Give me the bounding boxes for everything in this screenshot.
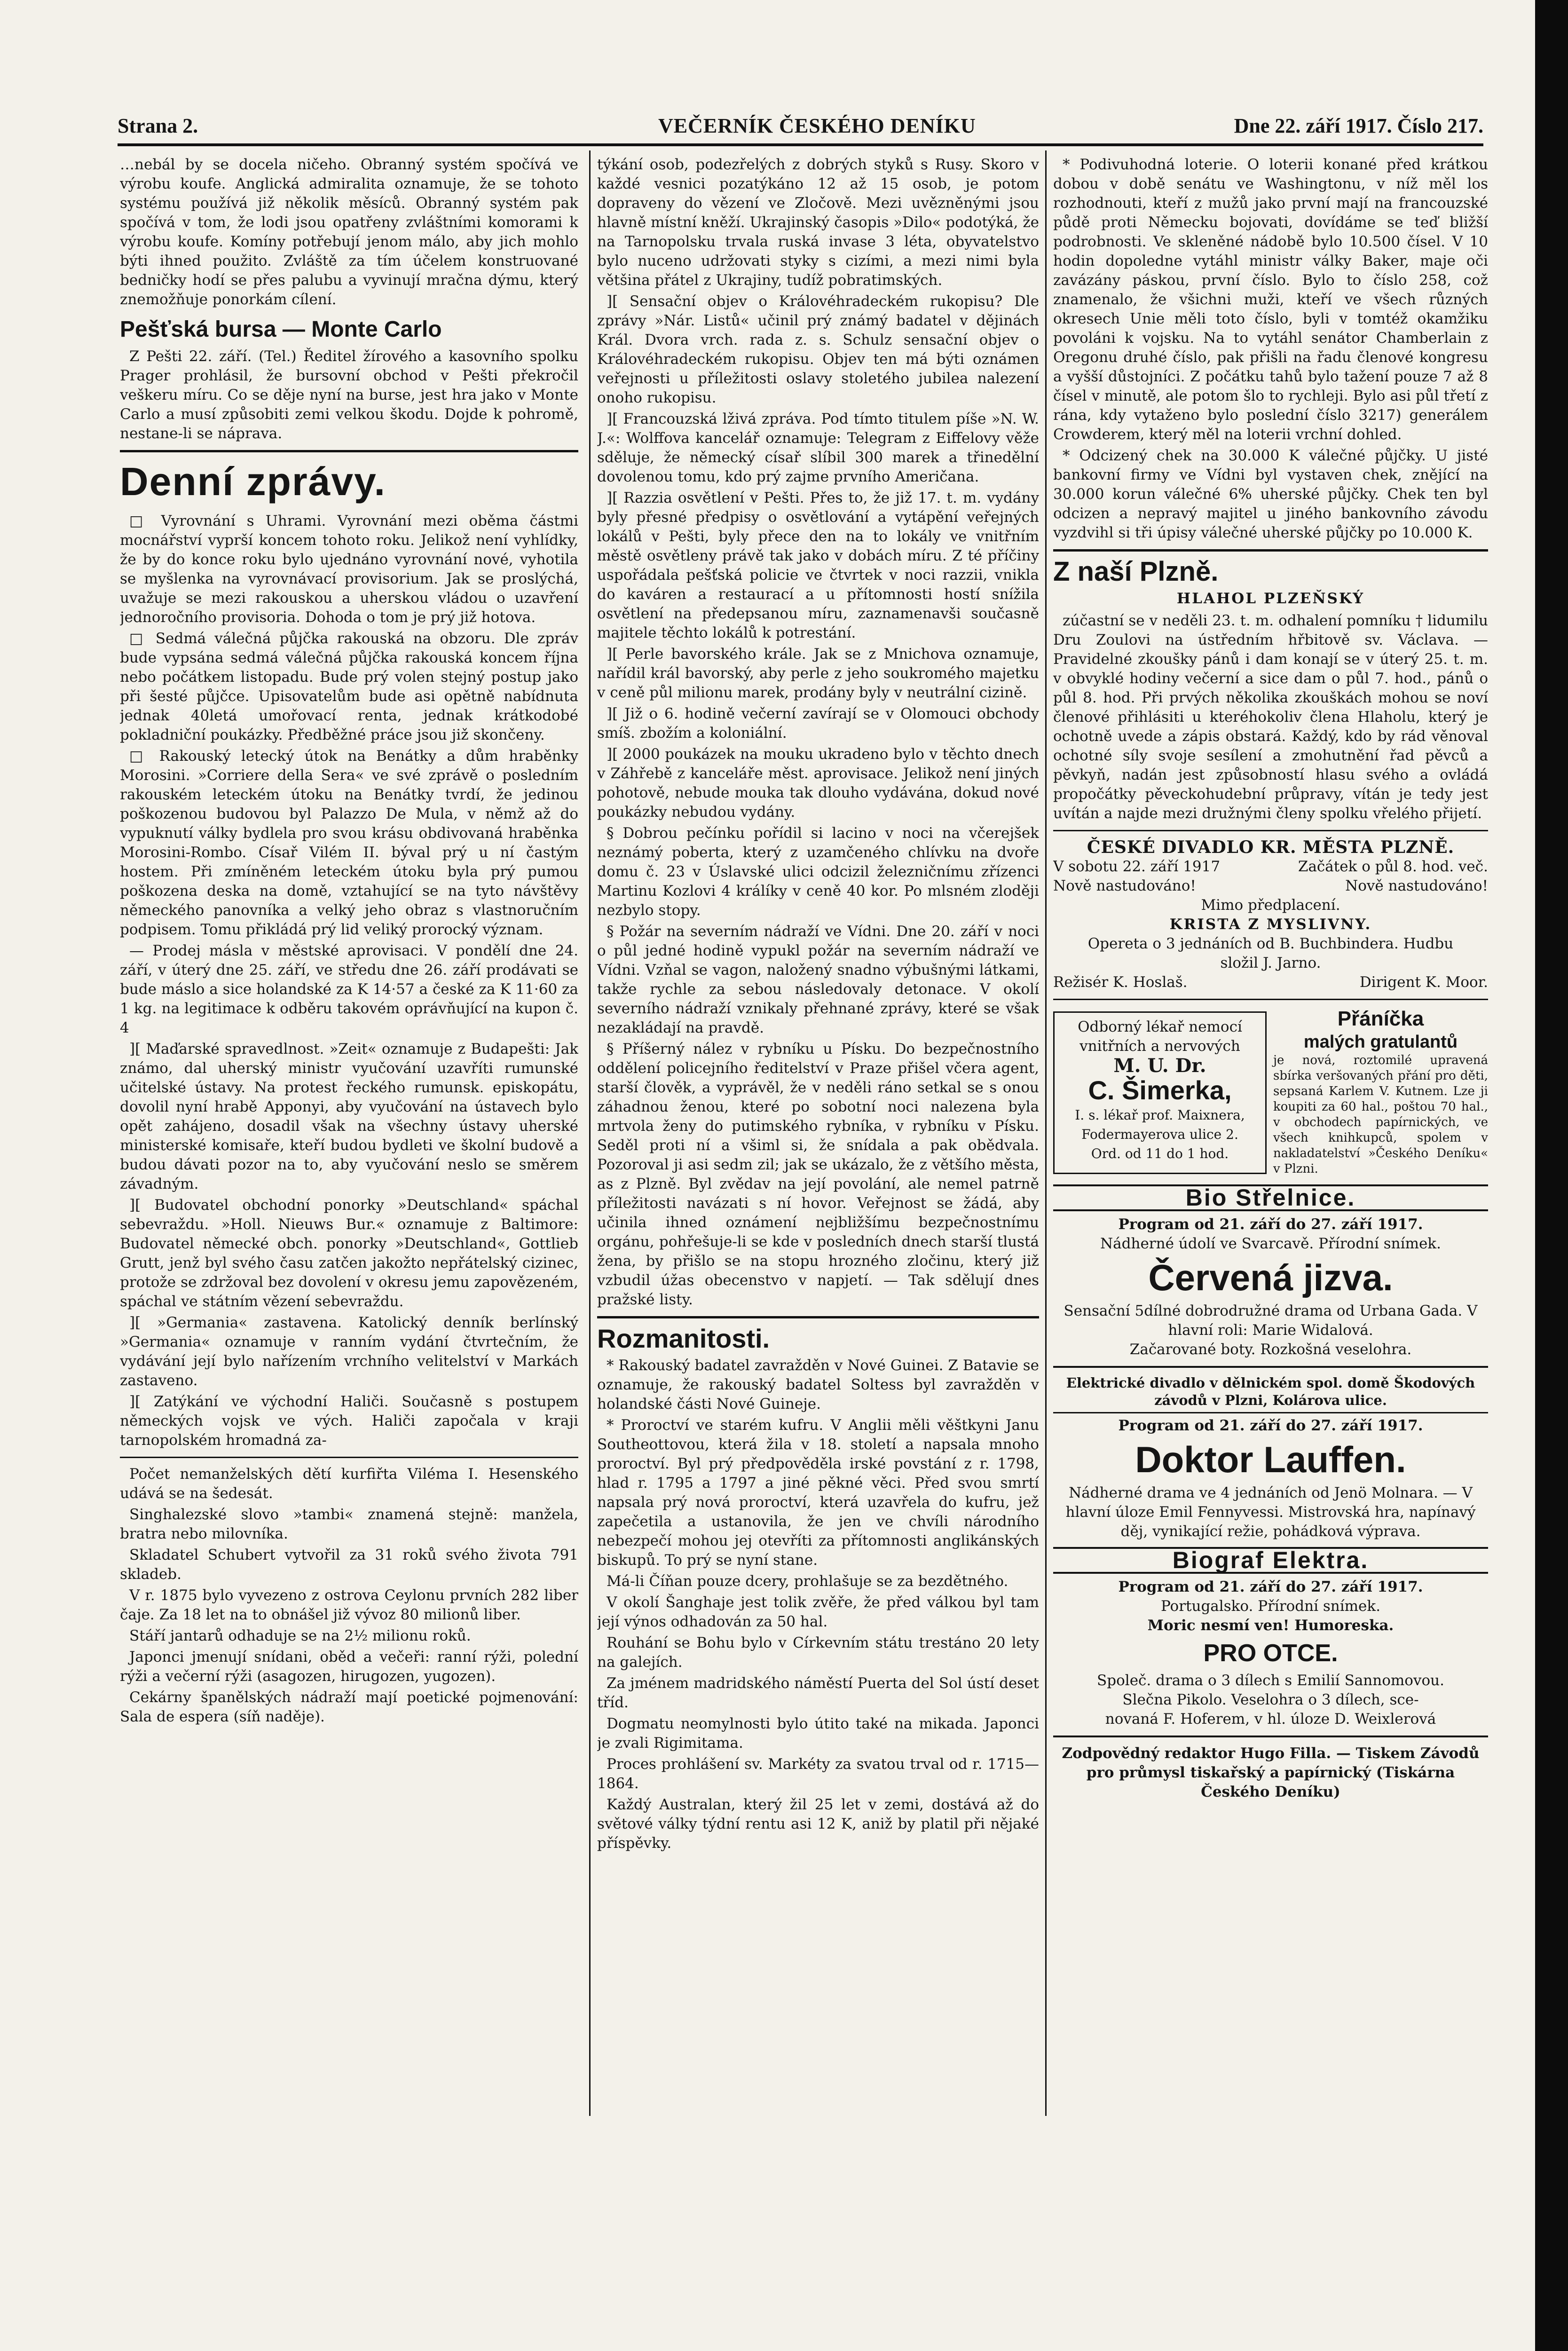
misc-item: Každý Australan, který žil 25 let v zemi, dostává až do světové války týdní rentu asi 12 K, aniž by platil při nějaké příspěvky. xyxy=(597,1796,1039,1852)
theater-credits-row xyxy=(1053,973,1488,992)
news-item: □ Rakouský letecký útok na Benátky a dům hraběnky Morosini. »Corriere della Sera« ve své zprávě o posledním rakouském leteckém útoku na Benátky tvrdí, že jedinou poškozenou budovou byl Palazzo De Mula, v němž až do vypuknutí války bydlela pro svou krásu obdivovaná hraběnka Morosini-Rombo. Císař Vilém II. býval prý u ní častým hostem. Při zmíněném leteckém útoku byla prý pumou poškozena deska na domě, vztahující se na tyto návštěvy německého panovníka a velký jeho obraz s vlastnoručním podpisem. Tomu přikládá prý lid veliký prorocký význam. xyxy=(120,748,578,938)
short-note: V r. 1875 bylo vyvezeno z ostrova Ceylonu prvních 282 liber čaje. Za 18 let na to obnášel již vývoz 80 milionů liber. xyxy=(120,1587,578,1623)
pranicka-ad xyxy=(1273,1007,1488,1179)
theater-new-row xyxy=(1053,876,1488,896)
cinema-heading-elektricke-divadlo: Elektrické divadlo v dělnickém spol. domě Škodových závodů v Plzni, Kolárova ulice. xyxy=(1066,1375,1475,1408)
article-continuation: …nebál by se docela ničeho. Obranný systém spočívá ve výrobu koufe. Anglická admiralita oznamuje, že se tohoto systému používá již několik měsíců. Obranný systém pak spočívá v tom, že lodi jsou opatřeny zvláštními komorami k výrobu koufe. Komíny potřebují jenom málo, aby jich mohlo býti ihned použito. Zvláště za tím účelem konstruované bedničky hodí se přes palubu a vyvinují mračna dýmu, který znemožňuje ponorkám cílení. xyxy=(120,156,578,308)
news-item: □ Vyrovnání s Uhrami. Vyrovnání mezi oběma částmi mocnářství vyprší koncem tohoto roku. Jelikož není vyhlídky, že by do konce roku bylo ujednáno vyrovnání nové, vyhotila se myšlenka na vyrovnávací provisorium. Jak se proslýchá, uvažuje se mezi rakouskou a uherskou vládou o uzavření jednoročního provisoria. Dohoda o tom je prý již hotova. xyxy=(120,513,578,626)
news-item: — Prodej másla v městské aprovisaci. V pondělí dne 24. září, v úterý dne 25. září, ve středu dne 26. září prodávati se bude máslo a sice holandské za K 14·57 a české za K 11·60 za 1 kg. na legitimace k odběru takovém oprávňující na kupon č. 4 xyxy=(120,942,578,1036)
cinema-film-title: Červená jizva. xyxy=(1148,1257,1393,1298)
cinema-film-desc: Nádherné drama ve 4 jednáních od Jenö Molnara. — V hlavní úloze Emil Fennyvessi. Mistrovská hra, napínavý děj, vynikající režie, pohádková výprava. xyxy=(1065,1484,1476,1540)
theater-new: Nově nastudováno! xyxy=(1053,877,1196,894)
divider xyxy=(597,1316,1039,1318)
news-item: ][ Zatýkání ve východní Haliči. Současně s postupem německých vojsk ve vých. Haliči započala v kraji tarnopolském hromadná za- xyxy=(120,1393,578,1449)
theater-conductor: Dirigent K. Moor. xyxy=(1359,974,1488,991)
pranicka-text: je nová, roztomilé upravená sbírka veršovaných přání pro děti, sepsaná Karlem V. Kutnem. Lze ji koupiti za 60 hal., poštou 70 hal., v obchodech papírnických, ve všech knihkupců, spolem v nakladatelství »Českého Deníku« v Plzni. xyxy=(1273,1053,1488,1176)
misc-item: * Rakouský badatel zavražděn v Nové Guinei. Z Batavie se oznamuje, že rakouský badatel Soltess byl zavražděn v holandské části Nové Guineje. xyxy=(597,1357,1039,1412)
divider xyxy=(120,450,578,452)
theater-date-row xyxy=(1053,857,1488,876)
section-heading-denni-zpravy: Denní zprávy. xyxy=(120,459,386,504)
misc-item: V okolí Šanghaje jest tolik zvěře, že před válkou byl tam její výnos odhadován za 50 hal. xyxy=(597,1594,1039,1630)
short-note: Cekárny španělských nádraží mají poetické pojmenování: Sala de espera (síň naděje). xyxy=(120,1689,578,1725)
theater-date: V sobotu 22. září 1917 xyxy=(1053,858,1221,875)
misc-item: Rouhání se Bohu bylo v Církevním státu trestáno 20 lety na galejích. xyxy=(597,1634,1039,1671)
cinema-film-title: Doktor Lauffen. xyxy=(1135,1439,1406,1480)
news-item: ][ Perle bavorského krále. Jak se z Mnichova oznamuje, nařídil král bavorský, aby perle z jeho soukromého majetku v ceně půl milionu marek, prodány byly v neutrální cizině. xyxy=(597,646,1039,701)
news-item: ][ Maďarské spravedlnost. »Zeit« oznamuje z Budapešti: Jak známo, dal uherský ministr vyučování uzavříti rumunské učitelské ústavy. Na protest řeckého rumunsk. episkopátu, dovolil nyní hrabě Apponyi, aby vyučování na ústavech bylo opět zahájeno, dosadil však na všechny ústavy uherské ministerské komisaře, kteří budou bydleti ve školní budově a budou dávati pozor na to, aby vyučování neslo se směrem závadným. xyxy=(120,1041,578,1192)
news-item: □ Sedmá válečná půjčka rakouská na obzoru. Dle zpráv bude vypsána sedmá válečná půjčka rakouská koncem října nebo počátkem listopadu. Bude prý volen stejný postup jako při šesté půjčce. Upisovatelům bude asi opětně nabídnuta jednak 40letá umořovací renta, jednak krátkodobé pokladniční poukázky. Předběžné práce jsou již skončeny. xyxy=(120,630,578,743)
misc-item: Za jménem madridského náměstí Puerta del Sol ústí deset tříd. xyxy=(597,1675,1039,1711)
theater-heading: ČESKÉ DIVADLO KR. MĚSTA PLZNĚ. xyxy=(1087,837,1455,857)
cinema-program: Program od 21. září do 27. září 1917. xyxy=(1118,1216,1423,1233)
doctor-line: Odborný lékař nemocí xyxy=(1078,1018,1242,1035)
theater-director: Režisér K. Hoslaš. xyxy=(1053,974,1188,991)
issue-date: Dne 22. září 1917. xyxy=(1234,114,1392,137)
news-item: ][ Již o 6. hodině večerní zavírají se v Olomouci obchody smíš. zbožím a koloniální. xyxy=(597,705,1039,742)
news-item: § Požár na severním nádraží ve Vídni. Dne 20. září v noci o půl jedné hodině vypukl požár na severním nádraží ve Vídni. Vzňal se vagon, naložený snadno výbušnými látkami, takže rychle za sebou následovaly detonace. V okolí severního nádraží vznikaly přehnané zprávy, které se však nezakládají na pravdě. xyxy=(597,923,1039,1036)
short-note: Japonci jmenují snídani, oběd a večeři: ranní rýži, polední rýži a večerní rýži (asagozen, hirugozen, yugozen). xyxy=(120,1649,578,1685)
article-continuation: týkání osob, podezřelých z dobrých styků s Rusy. Skoro v každé vesnici pozatýkáno 12 až 15 osob, je potom dopraveny do vězení ve Zločově. Mezi uvězněnými jsou hlavně místní kněží. Ukrajinský časopis »Dilo« podotýká, že na Tarnopolsku trvala ruská invase 3 léta, obyvatelstvo bylo nuceno udržovati styky s cizími, a mezi nimi byla většina přátel z Ukrajiny, tudíž pobratimských. xyxy=(597,156,1039,289)
page-header xyxy=(118,114,1483,142)
cinema-film-title: PRO OTCE. xyxy=(1203,1640,1338,1667)
page-number: Strana 2. xyxy=(118,114,198,137)
cinema-short: Nádherné údolí ve Svarcavě. Přírodní snímek. xyxy=(1100,1235,1441,1252)
doctor-title: M. U. Dr. xyxy=(1113,1055,1206,1077)
ads-row xyxy=(1053,1007,1488,1179)
news-item: ][ Razzia osvětlení v Pešti. Přes to, že již 17. t. m. vydány byly přesné předpisy o osvětlování a vytápění veřejných lokálů v Pešti, byly přece den na to lokály ve vnitřním městě osvětleny právě tak jako v dobách míru. Z té příčiny uspořádala pešťská policie ve čtvrtek v noci razzii, vnikla do kaváren a restaurací a u přítomnosti hostí snížila osvětlení na předepsanou míru, zaznamenavši současně majitele těchto lokálů k potrestání. xyxy=(597,489,1039,641)
column-3 xyxy=(1053,155,1488,2154)
cinema-film-desc: Slečna Pikolo. Veselohra o 3 dílech, sce- xyxy=(1122,1691,1419,1708)
cinema-short: Moric nesmí ven! Humoreska. xyxy=(1147,1617,1394,1634)
article-pest-bursa: Z Pešti 22. září. (Tel.) Ředitel žírového a kasovního spolku Prager prohlásil, že bursovní obchod v Pešti překročil veškeru míru. Co se děje nyní na burse, jest hra jako v Monte Carlo a musí způsobiti zemi velkou škodu. Dojde k pohromě, nestane-li se náprava. xyxy=(120,348,578,442)
divider xyxy=(1053,830,1488,831)
doctor-line: Fodermayerova ulice 2. xyxy=(1081,1127,1238,1142)
cinema-program: Program od 21. září do 27. září 1917. xyxy=(1118,1578,1423,1595)
theater-composer: složil J. Jarno. xyxy=(1220,955,1321,971)
misc-item: * Proroctví ve starém kufru. V Anglii měli věštkyni Janu Southeottovou, která žila v 18. století a napsala mnoho proroctví. Byl prý předpověděla irské povstání z r. 1798, hlad r. 1795 a 1797 a jiné pěkné věci. Před svou smrtí napsala prý nová proroctví, která uzavřela do kufru, jež zapečetila a ustanovila, že jen ve chvíli národního nebezpečí mohou jej otevříti za přítomnosti anglikánských biskupů. To prý se nyní stane. xyxy=(597,1417,1039,1569)
short-note: Stáří jantarů odhaduje se na 2½ milionu roků. xyxy=(129,1627,471,1644)
divider xyxy=(1053,1412,1488,1413)
section-heading-plzen: Z naší Plzně. xyxy=(1053,556,1219,587)
theater-subscription: Mimo předplacení. xyxy=(1201,897,1340,914)
misc-item: Proces prohlášení sv. Markéty za svatou trval od r. 1715—1864. xyxy=(597,1756,1039,1792)
divider xyxy=(1053,1736,1488,1737)
news-item: ][ Budovatel obchodní ponorky »Deutschland« spáchal sebevraždu. »Holl. Nieuws Bur.« oznamuje z Baltimore: Budovatel německé obch. ponorky »Deutschland«, Gottlieb Grutt, jenž byl svého času zatčen jakožto nepřátelský cizinec, protože se zdržoval bez dovolení v okresu jemu zapovězeném, spáchal ve státním vězení sebevraždu. xyxy=(120,1197,578,1310)
cinema-short: Portugalsko. Přírodní snímek. xyxy=(1160,1598,1381,1615)
doctor-line: vnitřních a nervových xyxy=(1079,1038,1240,1055)
cinema-film-desc: Sensační 5dílné dobrodružné drama od Urbana Gada. V hlavní roli: Marie Widalová. xyxy=(1064,1302,1478,1339)
doctor-ad xyxy=(1053,1011,1267,1174)
pranicka-title: Přáníčka xyxy=(1337,1007,1424,1030)
cinema-short: Začarované boty. Rozkošná veselohra. xyxy=(1129,1341,1412,1358)
masthead-title: VEČERNÍK ČESKÉHO DENÍKU xyxy=(658,114,976,137)
cinema-heading-bio-strelnice: Bio Střelnice. xyxy=(1053,1184,1488,1211)
misc-item: Má-li Číňan pouze dcery, prohlašuje se za bezdětného. xyxy=(607,1573,1009,1590)
doctor-line: I. s. lékař prof. Maixnera, xyxy=(1075,1107,1245,1123)
short-note: Skladatel Schubert vytvořil za 31 roků svého života 791 skladeb. xyxy=(120,1546,578,1583)
misc-item: Dogmatu neomylnosti bylo útito také na mikada. Japonci je zvali Rigimitama. xyxy=(597,1715,1039,1751)
theater-description: Opereta o 3 jednáních od B. Buchbindera. Hudbu xyxy=(1087,935,1454,952)
news-item: ][ »Germania« zastavena. Katolický denník berlínský »Germania« oznamuje v ranním vydání čtvrtečním, že vydávání její bylo nařízením vrchního velitelství v Markách zastaveno. xyxy=(120,1314,578,1389)
column-2 xyxy=(597,155,1039,2121)
news-item-loterie: * Podivuhodná loterie. O loterii konané před krátkou dobou v době senátu ve Washingtonu, v níž měl los rozhodnouti, kteří z mužů jako první mají na francouzské půdě proti Německu bojovati, dovídáme se teď bližší podrobnosti. Ve skleněné nádobě bylo 10.500 čísel. V 10 hodin dopoledne vytáhl ministr války Baker, maje oči zavázány páskou, první číslo. Bylo to číslo 258, což znamenalo, že všichni muži, kteří ve všech různých okresech Unie měli toto číslo, byli v tomtéž okamžiku povoláni k vojsku. Na to vytáhl senátor Chamberlain z Oregonu druhé číslo, pak přišli na řadu členové kongresu a vyšší důstojníci. Z počátku tahů bylo tažení pouze 7 až 8 čísel v minutě, ale potom šlo to rychleji. Bylo asi půl třetí z rána, kdy vytaženo bylo poslední číslo 3217) generálem Crowderem, který měl na loterii vrchní dohled. xyxy=(1053,156,1488,443)
divider xyxy=(1053,999,1488,1000)
cinema-heading-elektra: Biograf Elektra. xyxy=(1053,1547,1488,1574)
divider xyxy=(120,1457,578,1458)
short-note: Singhalezské slovo »tambi« znamená stejně: manžela, bratra nebo milovníka. xyxy=(120,1506,578,1542)
column-rule-2 xyxy=(1045,150,1047,2116)
news-item: § Příšerný nález v rybníku u Písku. Do bezpečnostního oddělení policejního ředitelství v Praze přišel včera agent, starší člověk, a vyprávěl, že v neděli ráno setkal se s onou záhadnou ženou, které po sobotní noci nalezena byla mrtvola ženy do putimského rybníka, v rybníku v Písku. Seděl proti ní a všiml si, že snídala a pak obědvala. Pozoroval ji asi sedm zil; jak se ukázalo, že z většího města, as z Plzně. Byl zvědav na její povolání, ale nemel patrně příležitosti navázati s ní hovor. Veřejnost se žádá, aby učinila ihned oznámení nejbližšímu bezpečnostnímu orgánu, pohřešuje-li se kde v posledních dnech starší tlustá žena, by přišlo se na stopu hrozného zločinu, který již vzbudil úžas obecenstvo v napjetí. — Tak sdělují dnes pražské listy. xyxy=(597,1041,1039,1308)
imprint-footer: Zodpovědný redaktor Hugo Filla. — Tiskem Závodů pro průmysl tiskařský a papírnický (Tiskárna Českého Deníku) xyxy=(1062,1745,1480,1800)
article-heading-pest-bursa: Pešťská bursa — Monte Carlo xyxy=(120,317,442,342)
theater-new-2: Nově nastudováno! xyxy=(1345,877,1488,894)
doctor-line: Ord. od 11 do 1 hod. xyxy=(1091,1146,1229,1161)
news-item: ][ Sensační objev o Královéhradeckém rukopisu? Dle zprávy »Nár. Listů« učinil prý známý badatel v dějinách Král. Dvora vrch. rada z. s. Schulz sensační objev o Královéhradeckém rukopisu. Objev ten má býti oznámen veřejnosti u příležitosti oslavy stoletého jubilea nalezení onoho rukopisu. xyxy=(597,293,1039,406)
hlahol-notice: zúčastní se v neděli 23. t. m. odhalení pomníku † lidumilu Dru Zoulovi na ústředním hřbitově sv. Václava. — Pravidelné zkoušky pánů i dam konají se v úterý 25. t. m. v obvyklé hodiny večerní a sice dam o půl 7. hod., pánů o půl 8. hod. Při prvých několika zkouškách mohou se noví členové přihlásiti u kteréhokoliv člena Hlaholu, který je ochotně uvede a zápis obstará. Každý, kdo by rád věnoval ochotné síly svoje sesílení a zmohutnění řad pěvců a pěvkyň, nadán jest způsobností hlasu svého a ovládá propočátky pěveckohudební průpravy, vítán je tedy jest uvítán a najde mezi družnými členy spolku vřelého přijetí. xyxy=(1053,612,1488,822)
news-item: § Dobrou pečínku pořídil si lacino v noci na včerejšek neznámý poberta, který z uzamčeného chlívku na dvoře domu č. 23 v Úslavské ulici odcizil železničnímu zřízenci Martinu Kozlovi 4 králíky v ceně 40 kor. Po mlsném zloději nezbylo stopy. xyxy=(597,825,1039,919)
cinema-film-desc: novaná F. Hoferem, v hl. úloze D. Weixlerová xyxy=(1105,1711,1436,1728)
divider xyxy=(1053,549,1488,552)
cinema-program: Program od 21. září do 27. září 1917. xyxy=(1118,1417,1423,1434)
section-heading-rozmanitosti: Rozmanitosti. xyxy=(597,1324,770,1353)
date-issue xyxy=(1234,114,1483,138)
header-rule xyxy=(118,143,1483,146)
short-note: Počet nemanželských dětí kurfiřta Viléma I. Hesenského udává se na šedesát. xyxy=(120,1466,578,1502)
theater-play-title: KRISTA Z MYSLIVNY. xyxy=(1169,916,1372,933)
theater-start: Začátek o půl 8. hod. več. xyxy=(1298,858,1488,875)
divider xyxy=(1053,1366,1488,1368)
hlahol-heading: HLAHOL PLZEŇSKÝ xyxy=(1176,590,1365,607)
doctor-name: C. Šimerka, xyxy=(1088,1075,1232,1105)
scan-edge xyxy=(1535,0,1568,2351)
column-rule-1 xyxy=(589,150,591,2116)
issue-number: Číslo 217. xyxy=(1397,114,1483,137)
news-item-chek: * Odcizený chek na 30.000 K válečné půjčky. U jisté bankovní firmy ve Vídni byl vystaven chek, znějící na 30.000 korun válečné 6% uherské půjčky. Chek ten byl odcizen a nepravý majitel u jiného bankovního závodu vyzdvihl si tři úpisy válečné uherské půjčky po 10.000 K. xyxy=(1053,447,1488,541)
news-item: ][ 2000 poukázek na mouku ukradeno bylo v těchto dnech v Záhřebě z kanceláře měst. aprovisace. Jelikož není jiných pohotově, nebude mouka tak dlouho vydávána, dokud nové poukázky nebudou vydány. xyxy=(597,746,1039,820)
column-1 xyxy=(120,155,578,2121)
news-item: ][ Francouzská lživá zpráva. Pod tímto titulem píše »N. W. J.«: Wolffova kancelář oznamuje: Telegram z Eiffelovy věže sděluje, že německý císař slíbil 300 marek a třinedělní dovolenou tomu, kdo prý zajme prvního Američana. xyxy=(597,410,1039,485)
cinema-film-desc: Společ. drama o 3 dílech s Emilií Sannomovou. xyxy=(1097,1672,1444,1689)
pranicka-subtitle: malých gratulantů xyxy=(1303,1032,1458,1052)
